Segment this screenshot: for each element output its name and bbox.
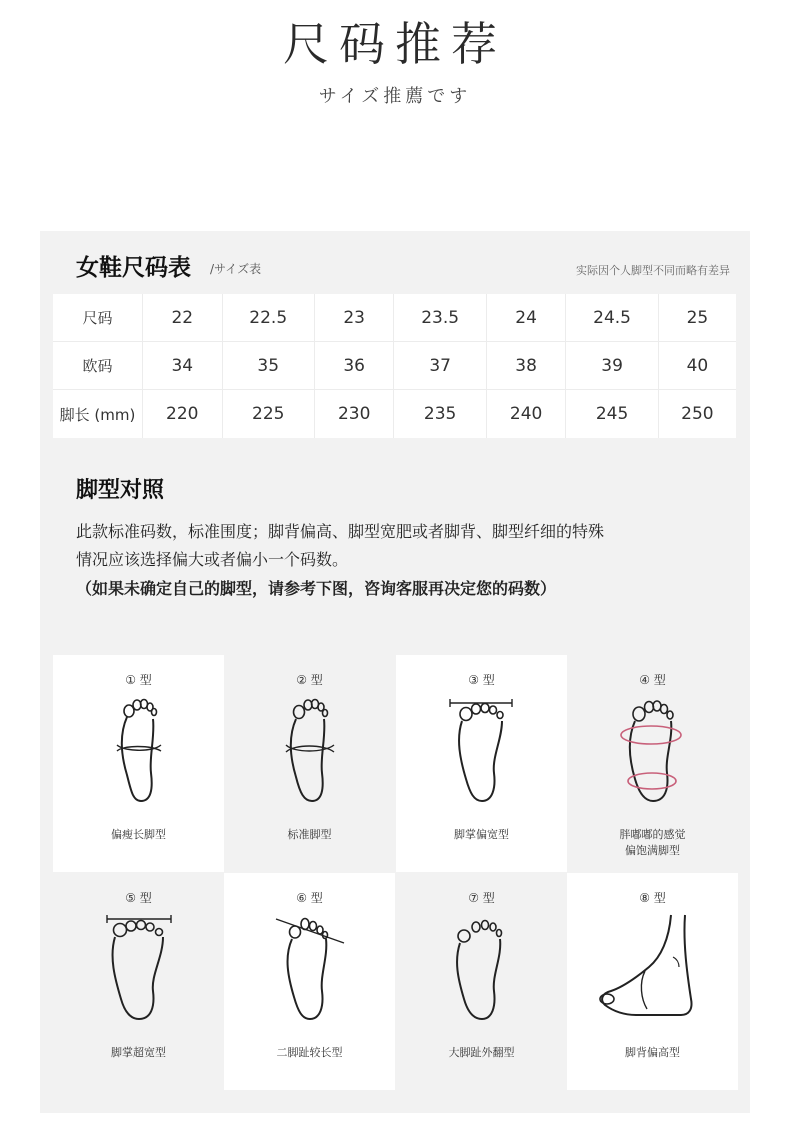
foot-type-label: ⑥ 型 [296, 891, 323, 905]
foot-type-label: ② 型 [296, 673, 323, 687]
row-label: 脚长 (mm) [53, 390, 143, 438]
foot-long-second-toe-icon [274, 913, 346, 1023]
foot-slim-long-icon [103, 695, 175, 805]
caption-line: 脚背偏高型 [625, 1046, 680, 1059]
foot-type-desc-line2: 情况应该选择偏大或者偏小一个码数。 [76, 550, 349, 569]
row-label: 尺码 [53, 294, 143, 342]
hero-title: 尺码推荐 [283, 17, 507, 71]
size-guide-panel [40, 231, 750, 1113]
foot-type-caption [53, 827, 224, 843]
foot-type-label: ⑧ 型 [639, 891, 666, 905]
caption-line: 偏饱满脚型 [625, 844, 680, 857]
table-row [53, 390, 736, 438]
table-cell: 22 [143, 294, 223, 342]
foot-extra-wide-icon [103, 913, 175, 1023]
table-cell: 24 [487, 294, 567, 342]
table-cell: 250 [681, 404, 714, 424]
table-row [53, 342, 736, 390]
foot-high-instep-icon [593, 913, 703, 1023]
foot-type-label: ④ 型 [639, 673, 666, 687]
size-table [53, 294, 736, 438]
foot-type-caption [53, 1045, 224, 1061]
foot-type-caption [567, 827, 738, 859]
table-cell: 240 [487, 390, 567, 438]
caption-line: 脚掌超宽型 [111, 1046, 166, 1059]
caption-line: 标准脚型 [287, 828, 332, 841]
caption-line: 偏瘦长脚型 [111, 828, 166, 841]
foot-type-desc-line3: （如果未确定自己的脚型，请参考下图，咨询客服再决定您的码数） [76, 579, 557, 598]
table-cell: 23 [315, 294, 395, 342]
foot-type-card-7 [396, 873, 567, 1090]
table-cell: 36 [315, 342, 395, 390]
table-cell: 22.5 [223, 294, 315, 342]
foot-type-card-6 [224, 873, 395, 1090]
size-chart-note: 实际因个人脚型不同而略有差异 [576, 264, 730, 277]
foot-type-card-8 [567, 873, 738, 1090]
table-cell: 40 [659, 342, 736, 390]
foot-type-label: ⑦ 型 [468, 891, 495, 905]
foot-type-card-1 [53, 655, 224, 872]
table-cell: 245 [566, 390, 658, 438]
foot-type-caption [224, 1045, 395, 1061]
size-chart-heading: 女鞋尺码表 [76, 255, 191, 281]
foot-bunion-icon [446, 913, 518, 1023]
foot-type-grid [53, 655, 738, 1090]
hero-subtitle: サイズ推薦です [318, 86, 472, 107]
caption-line: 大脚趾外翻型 [448, 1046, 515, 1059]
table-row [53, 294, 736, 342]
table-cell: 25 [659, 294, 736, 342]
caption-line: 二脚趾较长型 [276, 1046, 343, 1059]
foot-type-caption [396, 1045, 567, 1061]
table-cell: 225 [223, 390, 315, 438]
table-cell: 235 [394, 390, 486, 438]
caption-line: 胖嘟嘟的感觉 [619, 828, 686, 841]
table-cell: 23.5 [394, 294, 486, 342]
foot-wide-forefoot-icon [446, 695, 518, 805]
foot-type-caption [396, 827, 567, 843]
table-cell: 37 [394, 342, 486, 390]
foot-type-card-4 [567, 655, 738, 872]
foot-type-card-5 [53, 873, 224, 1090]
foot-plump-icon [617, 695, 689, 805]
foot-type-label: ③ 型 [468, 673, 495, 687]
foot-type-heading: 脚型对照 [76, 478, 165, 503]
foot-type-label: ⑤ 型 [125, 891, 152, 905]
table-cell: 35 [223, 342, 315, 390]
table-cell: 34 [143, 342, 223, 390]
caption-line: 脚掌偏宽型 [454, 828, 509, 841]
foot-type-card-3 [396, 655, 567, 872]
foot-type-desc-line1: 此款标准码数，标准围度；脚背偏高、脚型宽肥或者脚背、脚型纤细的特殊 [76, 522, 605, 541]
table-cell: 230 [315, 390, 395, 438]
foot-type-caption [224, 827, 395, 843]
table-cell: 220 [143, 390, 223, 438]
table-cell: 24.5 [566, 294, 658, 342]
table-cell: 39 [566, 342, 658, 390]
foot-type-label: ① 型 [125, 673, 152, 687]
foot-type-caption [567, 1045, 738, 1061]
row-label: 欧码 [53, 342, 143, 390]
foot-type-card-2 [224, 655, 395, 872]
size-chart-heading-sub: /サイズ表 [210, 262, 262, 276]
foot-standard-icon [274, 695, 346, 805]
table-cell: 38 [487, 342, 567, 390]
